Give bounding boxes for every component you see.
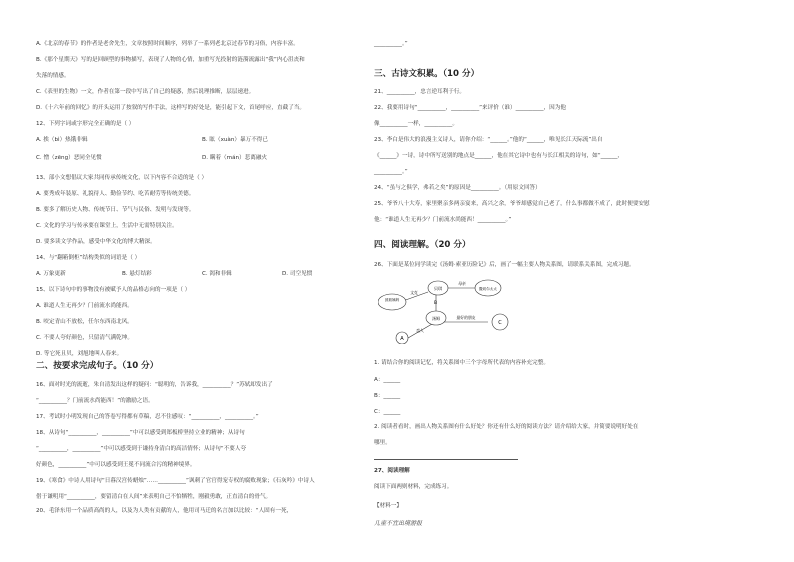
blank-c: C：______ (374, 409, 401, 415)
question-19: 19、《寒食》中诗人用诗句“日暮汉宫传蜡烛”……__________”讽刺了官官得宠专权的腐败现象；《石灰吟》中诗人 (36, 478, 315, 484)
question-16-cont: “__________？门前流水尚能西！”的激励之语。 (36, 398, 154, 404)
section-4-heading: 四、阅读理解。（20 分） (374, 240, 471, 250)
question-17: 17、考试时小明发现自己的答卷写得都有草稿，忍不住感叹：“__________，__________。” (36, 414, 259, 420)
question-21: 21、__________，忠言逆耳利于行。 (374, 89, 466, 95)
node-b-label: B (434, 301, 438, 306)
q13-option-c: C. 文化的学习与传承要在课堂上，生活中无需特别关注。 (36, 223, 178, 229)
node-aunt (378, 294, 406, 310)
material-label: 【材料一】 (374, 503, 402, 509)
edge-label-mother: 母亲 (458, 281, 466, 286)
question-27-instruction: 阅读下面两则材料，完成练习。 (374, 484, 453, 490)
question-20: 20、毛泽东用一个品质高尚的人，以及为人类有贡献的人，他用司马迁的名言加以比较：“人固有一死， (36, 508, 293, 514)
option-d-line: D.《十六年前的回忆》的开头运用了按叙的写作手法，这样写的好处是，能引起下文，首尾呼应，直截了当。 (36, 105, 305, 111)
blank-b: B：______ (374, 393, 401, 399)
sub-question-2: 2. 阅读者看时，画出人物关系图有什么好处？你还有什么好的阅读方法？请介绍给大家，并简要说明好处在 (374, 424, 639, 430)
question-14: 14、与“翻箱倒柜”结构类似的词语是（ ） (36, 255, 141, 261)
question-25-cont: 他：“谁道人生无再少？门前流水尚能西！__________。” (374, 217, 512, 223)
answer-line (374, 459, 518, 460)
q15-option-b: B. 咬定青山不放松，任尔东西南北风。 (36, 319, 133, 325)
question-23-cont2: __________。” (374, 169, 408, 175)
node-sid-label: 贝琪 (434, 286, 442, 291)
q15-option-c: C. 不要人夸好颜色，只留清气满乾坤。 (36, 335, 133, 341)
section-2-heading: 二、按要求完成句子。（10 分） (36, 361, 159, 371)
question-24: 24、“虽与之俱学，弗若之矣”的原因是__________。（用原文回答） (374, 185, 541, 191)
question-26: 26、下面是某位同学读完《汤姆·索亚历险记》后，画了一幅主要人物关系图，请联系关系图，完成习题。 (374, 262, 635, 268)
q13-option-a: A. 要秀成年装原、礼貌待人、勤俭节约、吃苦耐劳等传统美德。 (36, 191, 195, 197)
node-c-label: C (498, 320, 502, 326)
material-title: 儿童不宜出境游报 (374, 520, 423, 527)
blank-a: A：______ (374, 377, 401, 383)
q12-option-c: C. 憎（zēng）恶同全见惯 (36, 155, 102, 161)
option-b-line: B.《那个星期天》写的是回顾型的事物描写，表现了人物的心情，加重写光投射的涟漪流露出“我”内心沮丧和 (36, 57, 305, 63)
relationship-diagram (378, 274, 548, 344)
section-3-heading: 三、古诗文积累。（10 分） (374, 69, 480, 79)
question-18-cont: “__________，__________”中可以感受到于谦持身清白的高洁情怀；从诗句“不要人夸 (36, 446, 247, 452)
q14-option-a: A. 万象更新 (36, 271, 66, 277)
question-22-cont: 像__________一样，__________。 (374, 121, 458, 127)
question-27: 27、阅读理解 (374, 468, 410, 474)
option-a-line: A.《北京的春节》的作者是老舍先生，文章按照时间顺序，列举了一系列老北京过春节的习俗，内容丰富。 (36, 41, 299, 47)
option-b-cont: 失落的情感。 (36, 73, 70, 79)
node-aunt-label: 波莉姨妈 (384, 298, 400, 302)
q15-option-a: A. 谁道人生无再少？门前流水尚能西。 (36, 303, 133, 309)
sub-question-1: 1. 请结合你的阅读记忆，将关系图中三个字母所代表的内容补充完整。 (374, 360, 549, 366)
q13-option-b: B. 要多了解历史人物、传统节日、节气与民俗、发明与发现等。 (36, 207, 195, 213)
question-25: 25、爷爷八十大寿，家里聚亲多两亲宴来，高兴之余，爷爷却感觉自己老了，什么事都做不成了，此时便要安慰 (374, 201, 650, 207)
question-23: 23、李白是伟大的浪漫主义诗人，请你介绍：“______。”他的“______，唯见长江天际流”出自 (374, 137, 603, 143)
question-23-cont: 《______》一诗，诗中所写送别的地点是______，他在其它诗中也有与长江相关的诗句，如“______， (374, 153, 624, 159)
q12-option-b: B. 眩（xuàn）暴万不得已 (202, 137, 268, 143)
q20-tail: __________。” (374, 41, 408, 47)
node-tom-label: 汤姆 (432, 316, 440, 321)
q14-option-b: B. 悬灯结彩 (122, 271, 152, 277)
q14-option-c: C. 渴和非辑 (202, 271, 232, 277)
question-22: 22、我要用诗句“__________，__________”来评价（谁）__________，因为他 (374, 105, 566, 111)
question-16: 16、面对时光的流逝，朱自清发出这样的疑问：“聪明的，告诉我，__________？”苏轼却发出了 (36, 382, 273, 388)
question-13: 13、部小文想倡议大家共同传承传统文化，以下内容不合适的是（ ） (36, 175, 208, 181)
sub-question-2-cont: 哪里。 (374, 440, 391, 446)
question-19-cont: 借于谦明用“__________，要留清白在人间”来表明自己不怕牺牲，刚毅勇敢，正直清白的骨气。 (36, 494, 272, 500)
edge-label-wen: 文克 (410, 290, 418, 295)
edge-label-lover: 恋人 (416, 328, 424, 333)
question-18-cont2: 好颜色，__________”中可以感受到王冕不同流合污的精神境界。 (36, 462, 196, 468)
option-c-line: C.《表里的生物》一文，作者在第一段中写出了自己的疑惑，然后说理推断，层层递进。 (36, 89, 255, 95)
question-15: 15、以下诗句中的事物没有被赋予人的品格志向的一项是（ ） (36, 287, 191, 293)
q13-option-d: D. 要多读文学作品，感受中华文化的博大精深。 (36, 239, 156, 245)
node-judge-label: 撒切尔太太 (479, 287, 497, 291)
question-18: 18、从诗句“__________，__________”中可以感受到郑板桥坚持立业的精神；从诗句 (36, 430, 245, 436)
q12-option-a: A. 挨（bì）热饿非辑 (36, 137, 88, 143)
relationship-diagram-svg (378, 274, 548, 344)
question-12: 12、下列字词或字形完全正确的是（ ） (36, 121, 135, 127)
node-a-label: A (400, 336, 404, 342)
edge-label-friend: 最好的朋友 (456, 315, 476, 320)
q14-option-d: D. 司空见惯 (282, 271, 313, 277)
q12-option-d: D. 瞒着（mán）悲离融火 (202, 155, 268, 161)
q15-option-d: D. 等它死且贝，刘旭地叫人春来。 (36, 351, 123, 357)
